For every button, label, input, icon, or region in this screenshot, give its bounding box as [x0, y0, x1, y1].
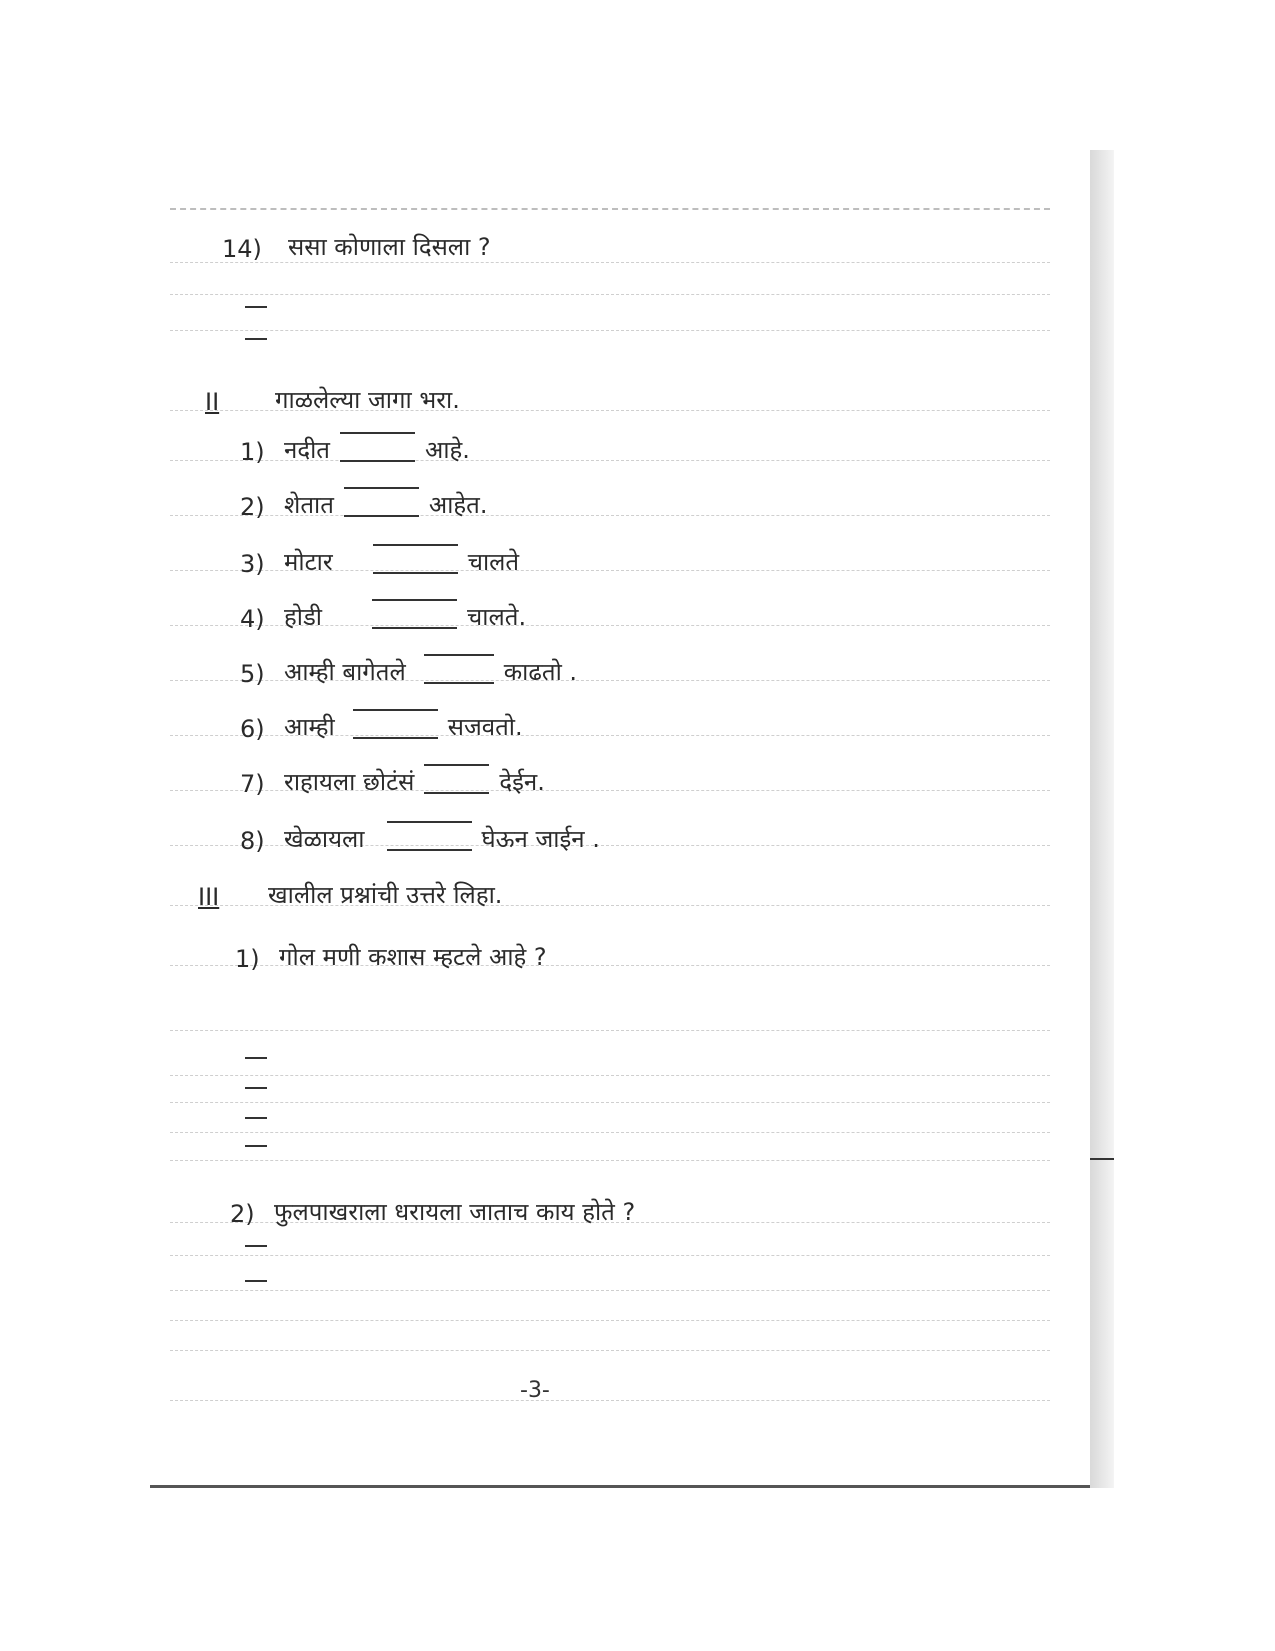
item-text-after: चालते [467, 548, 520, 576]
blank-item-5 [240, 655, 577, 688]
answer-dash [245, 1087, 267, 1089]
blank-item-3 [240, 545, 519, 578]
fill-blank [373, 544, 458, 574]
ruled-line [170, 1160, 1050, 1161]
item-text-before: शेतात [284, 491, 334, 519]
question-number: 1) [235, 945, 260, 973]
item-text-after: काढतो . [503, 658, 578, 686]
item-text-before: नदीत [284, 436, 330, 464]
blank-item-2 [240, 488, 488, 521]
blank-item-1 [240, 433, 470, 466]
answer-dash [245, 1117, 267, 1119]
item-text-before: खेळायला [284, 825, 365, 853]
item-number: 8) [240, 827, 265, 855]
item-text-before: मोटार [284, 548, 333, 576]
answer-dash [245, 1280, 267, 1282]
item-text-before: होडी [284, 603, 323, 631]
ruled-line [170, 1132, 1050, 1133]
scan-edge-shadow [1090, 150, 1114, 1488]
fill-blank [353, 709, 438, 739]
item-number: 3) [240, 550, 265, 578]
section-number: II [205, 388, 220, 416]
blank-item-6 [240, 710, 523, 743]
ruled-line [170, 1102, 1050, 1103]
fill-blank [387, 821, 472, 851]
item-text-before: आम्ही बागेतले [284, 658, 406, 686]
answer-dash [245, 1057, 267, 1059]
fill-blank [344, 487, 419, 517]
fill-blank [372, 599, 457, 629]
item-text-after: आहे. [424, 436, 470, 464]
blank-item-4 [240, 600, 526, 633]
section-2-heading [205, 383, 460, 416]
section-title: गाळलेल्या जागा भरा. [275, 386, 460, 414]
item-number: 7) [240, 770, 265, 798]
ruled-line [170, 1255, 1050, 1256]
ruled-line [170, 1320, 1050, 1321]
question-text: ससा कोणाला दिसला ? [288, 233, 491, 261]
section-title: खालील प्रश्नांची उत्तरे लिहा. [268, 881, 503, 909]
answer-dash [245, 306, 267, 308]
ruled-line [170, 1350, 1050, 1351]
item-number: 6) [240, 715, 265, 743]
ruled-line [170, 1400, 1050, 1401]
fill-blank [340, 432, 415, 462]
question-text: गोल मणी कशास म्हटले आहे ? [279, 943, 547, 971]
question-text: फुलपाखराला धरायला जाताच काय होते ? [274, 1198, 636, 1226]
ruled-line [170, 330, 1050, 331]
fill-blank [424, 654, 494, 684]
blank-item-8 [240, 822, 600, 855]
item-number: 2) [240, 493, 265, 521]
item-text-before: राहायला छोटंसं [284, 768, 415, 796]
section-number: III [198, 883, 220, 911]
answer-dash [245, 1145, 267, 1147]
ruled-line [170, 1290, 1050, 1291]
item-number: 5) [240, 660, 265, 688]
ruled-line [170, 294, 1050, 295]
question-3-2 [230, 1195, 635, 1228]
item-text-before: आम्ही [284, 713, 335, 741]
top-rule [170, 208, 1050, 210]
question-number: 2) [230, 1200, 255, 1228]
blank-item-7 [240, 765, 545, 798]
ruled-line [170, 1075, 1050, 1076]
item-text-after: देईन. [499, 768, 545, 796]
item-text-after: चालते. [467, 603, 527, 631]
section-3-heading [198, 878, 502, 911]
page-number: -3- [520, 1378, 550, 1403]
answer-dash [245, 338, 267, 340]
question-number: 14) [222, 235, 262, 263]
item-text-after: घेऊन जाईन . [481, 825, 600, 853]
question-14 [222, 230, 491, 263]
item-text-after: आहेत. [428, 491, 488, 519]
item-text-after: सजवतो. [447, 713, 523, 741]
question-3-1 [235, 940, 547, 973]
item-number: 1) [240, 438, 265, 466]
ruled-line [170, 1030, 1050, 1031]
item-number: 4) [240, 605, 265, 633]
fill-blank [424, 764, 489, 794]
answer-dash [245, 1245, 267, 1247]
